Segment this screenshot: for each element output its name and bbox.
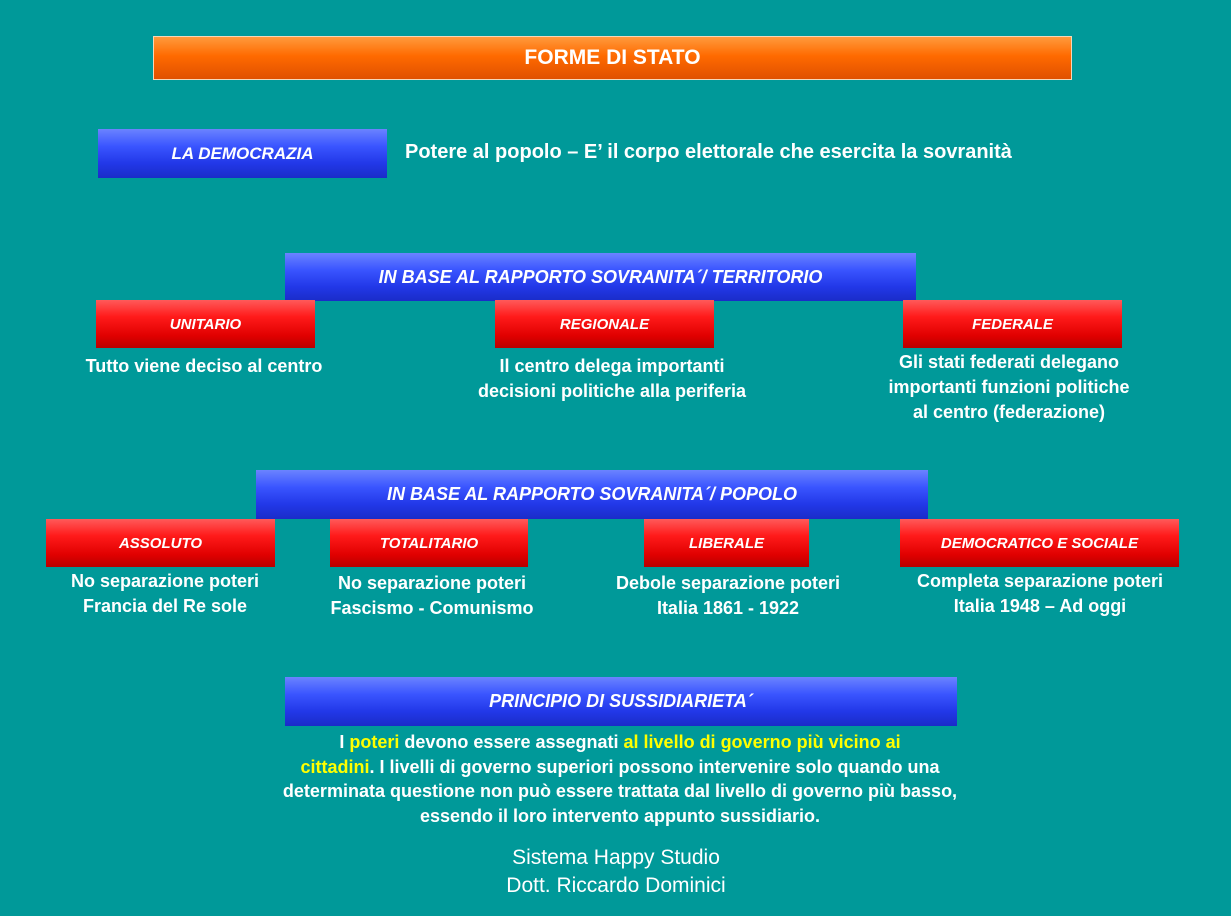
footer-author: Dott. Riccardo Dominici bbox=[506, 874, 726, 897]
territorio-header: IN BASE AL RAPPORTO SOVRANITA´/ TERRITORIO bbox=[285, 253, 916, 301]
sussidiarieta-paragraph: I poteri devono essere assegnati al livello di governo più vicino ai cittadini. I livelli di governo superiori possono intervenire solo quando una determinata questione non può essere trattata dal livello di governo più basso, essendo il loro intervento appunto sussidiario. bbox=[282, 732, 958, 826]
democratico-sociale-box: DEMOCRATICO E SOCIALE bbox=[900, 519, 1179, 567]
democrazia-label: LA DEMOCRAZIA bbox=[98, 129, 387, 178]
regionale-description: Il centro delega importanti decisioni politiche alla periferia bbox=[477, 356, 747, 401]
regionale-box: REGIONALE bbox=[495, 300, 714, 348]
democratico-sociale-description: Completa separazione poteri Italia 1948 – Ad oggi bbox=[916, 571, 1164, 616]
unitario-box: UNITARIO bbox=[96, 300, 315, 348]
liberale-box: LIBERALE bbox=[644, 519, 809, 567]
sussidiarieta-header: PRINCIPIO DI SUSSIDIARIETA´ bbox=[285, 677, 957, 726]
popolo-header: IN BASE AL RAPPORTO SOVRANITA´/ POPOLO bbox=[256, 470, 928, 519]
federale-description: Gli stati federati delegano importanti funzioni politiche al centro (federazione) bbox=[888, 352, 1130, 422]
liberale-description: Debole separazione poteri Italia 1861 - 1922 bbox=[615, 573, 841, 618]
totalitario-box: TOTALITARIO bbox=[330, 519, 528, 567]
unitario-description: Tutto viene deciso al centro bbox=[85, 356, 323, 376]
footer-studio: Sistema Happy Studio bbox=[512, 846, 720, 869]
federale-box: FEDERALE bbox=[903, 300, 1122, 348]
assoluto-box: ASSOLUTO bbox=[46, 519, 275, 567]
footer bbox=[416, 844, 816, 900]
democrazia-text: Potere al popolo – E’ il corpo elettorale che esercita la sovranità bbox=[405, 141, 1012, 163]
totalitario-description: No separazione poteri Fascismo - Comunismo bbox=[330, 573, 534, 618]
page-title: FORME DI STATO bbox=[153, 36, 1072, 80]
assoluto-description: No separazione poteri Francia del Re sole bbox=[70, 571, 260, 616]
